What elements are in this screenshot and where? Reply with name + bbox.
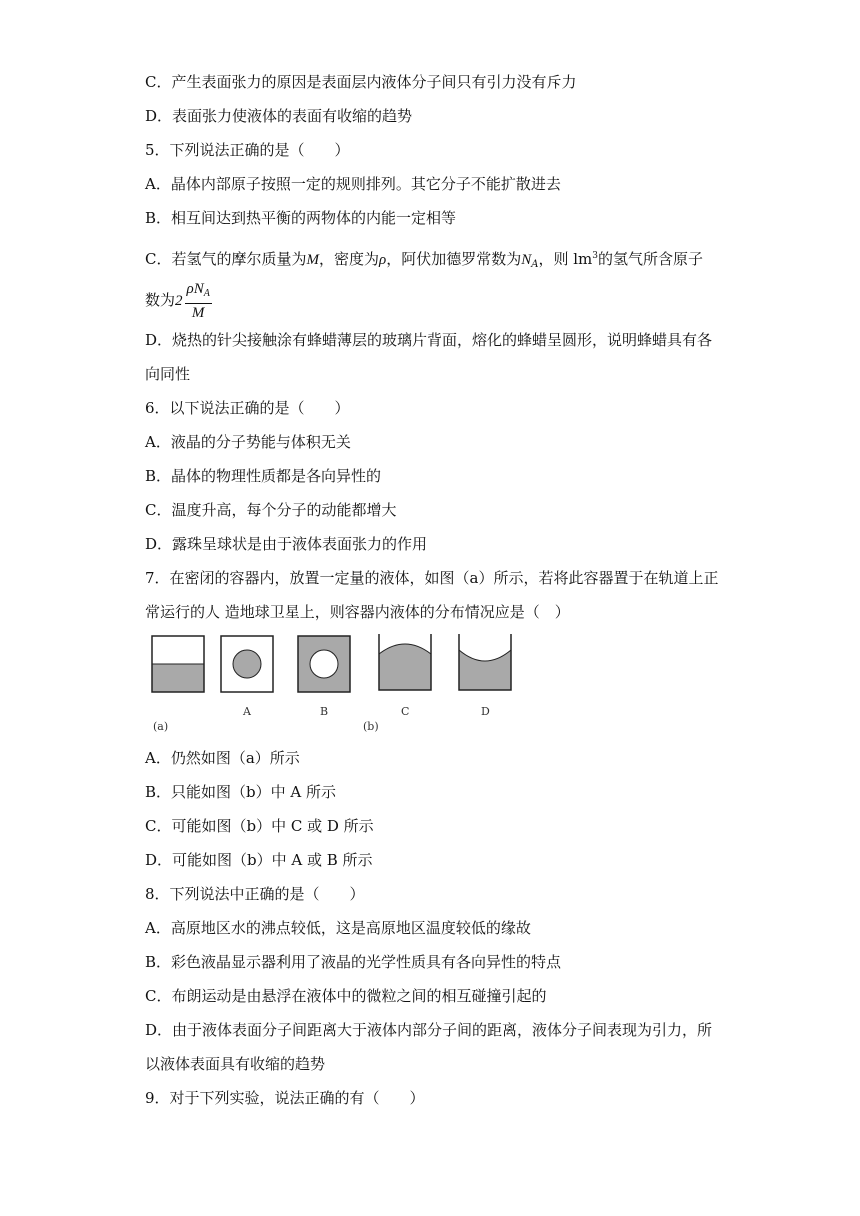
figure-a-container	[152, 636, 204, 692]
q5c-fraction	[185, 280, 212, 322]
q5c-denominator: M	[191, 305, 205, 321]
q5c-numerator-sub: A	[203, 288, 210, 299]
figure-svg	[145, 628, 515, 738]
q7-option-d: D．可能如图（b）中 A 或 B 所示	[145, 851, 373, 869]
q5c-text-3: ，阿伏加德罗常数为	[386, 250, 522, 268]
q5-option-a: A．晶体内部原子按照一定的规则排列。其它分子不能扩散进去	[145, 175, 561, 193]
option-c-surface-tension: C．产生表面张力的原因是表面层内液体分子间只有引力没有斥力	[145, 73, 577, 91]
q8-option-d-1: D．由于液体表面分子间距离大于液体内部分子间的距离，液体分子间表现为引力，所	[145, 1021, 713, 1039]
q6-option-a: A．液晶的分子势能与体积无关	[145, 433, 351, 451]
q5-option-d-1: D．烧热的针尖接触涂有蜂蜡薄层的玻璃片背面，熔化的蜂蜡呈圆形，说明蜂蜡具有各	[145, 331, 713, 349]
q5c-density: ρ	[379, 252, 387, 268]
q5c-text-5: 的氢气所含原子	[598, 250, 704, 268]
q6-option-c: C．温度升高，每个分子的动能都增大	[145, 501, 397, 519]
q6-option-d: D．露珠呈球状是由于液体表面张力的作用	[145, 535, 428, 553]
figure-B-container	[298, 636, 350, 692]
figure-label-C: C	[401, 705, 410, 718]
q7-option-c: C．可能如图（b）中 C 或 D 所示	[145, 817, 374, 835]
figure-C-container	[379, 634, 431, 690]
figure-C-liquid	[379, 644, 431, 690]
question-5: 5．下列说法正确的是（ ）	[145, 141, 350, 159]
q5c-cont-text: 数为	[145, 291, 176, 309]
q6-option-b: B．晶体的物理性质都是各向异性的	[145, 467, 382, 485]
q7-option-a: A．仍然如图（a）所示	[145, 749, 300, 767]
figure-a-liquid	[152, 664, 204, 692]
q5c-molar-mass: M	[306, 252, 319, 268]
q8-option-c: C．布朗运动是由悬浮在液体中的微粒之间的相互碰撞引起的	[145, 987, 547, 1005]
q5c-coefficient: 2	[175, 293, 183, 309]
q5c-text-2: ，密度为	[318, 250, 379, 268]
figure-label-A: A	[243, 705, 251, 718]
q5-option-b: B．相互间达到热平衡的两物体的内能一定相等	[145, 209, 457, 227]
q5-option-d-2: 向同性	[145, 365, 191, 383]
figure-label-B: B	[320, 705, 329, 718]
figure-label-D: D	[481, 705, 490, 718]
q5c-avogadro-sub: A	[531, 259, 539, 270]
figure-A-drop	[233, 650, 261, 678]
question-7-line-1: 7．在密闭的容器内，放置一定量的液体，如图（a）所示，若将此容器置于在轨道上正	[145, 569, 719, 587]
figure-B-bubble	[310, 650, 338, 678]
figure-label-b: (b)	[363, 720, 379, 733]
q7-option-b: B．只能如图（b）中 A 所示	[145, 783, 336, 801]
q8-option-a: A．高原地区水的沸点较低，这是高原地区温度较低的缘故	[145, 919, 531, 937]
q8-option-b: B．彩色液晶显示器利用了液晶的光学性质具有各向异性的特点	[145, 953, 562, 971]
q5c-cubic: 3	[592, 251, 598, 261]
q5c-text-4: ，则 lm	[538, 250, 593, 268]
q5-option-c	[145, 246, 703, 275]
question-7-line-2: 常运行的人 造地球卫星上，则容器内液体的分布情况应是（ ）	[145, 603, 570, 621]
q8-option-d-2: 以液体表面具有收缩的趋势	[145, 1055, 326, 1073]
q5c-text-1: C．若氢气的摩尔质量为	[145, 250, 307, 268]
question-9: 9．对于下列实验，说法正确的有（ ）	[145, 1089, 425, 1107]
option-d-surface-tension: D．表面张力使液体的表面有收缩的趋势	[145, 107, 413, 125]
question-8: 8．下列说法中正确的是（ ）	[145, 885, 365, 903]
figure-A-container	[221, 636, 273, 692]
figure-D-container	[459, 634, 511, 690]
q5-option-c-cont	[145, 280, 212, 322]
q5c-avogadro: N	[521, 252, 532, 268]
question-6: 6．以下说法正确的是（ ）	[145, 399, 350, 417]
container-liquid-figure	[145, 628, 515, 738]
q5c-numerator: ρN	[186, 281, 204, 297]
figure-label-a: (a)	[153, 720, 169, 733]
